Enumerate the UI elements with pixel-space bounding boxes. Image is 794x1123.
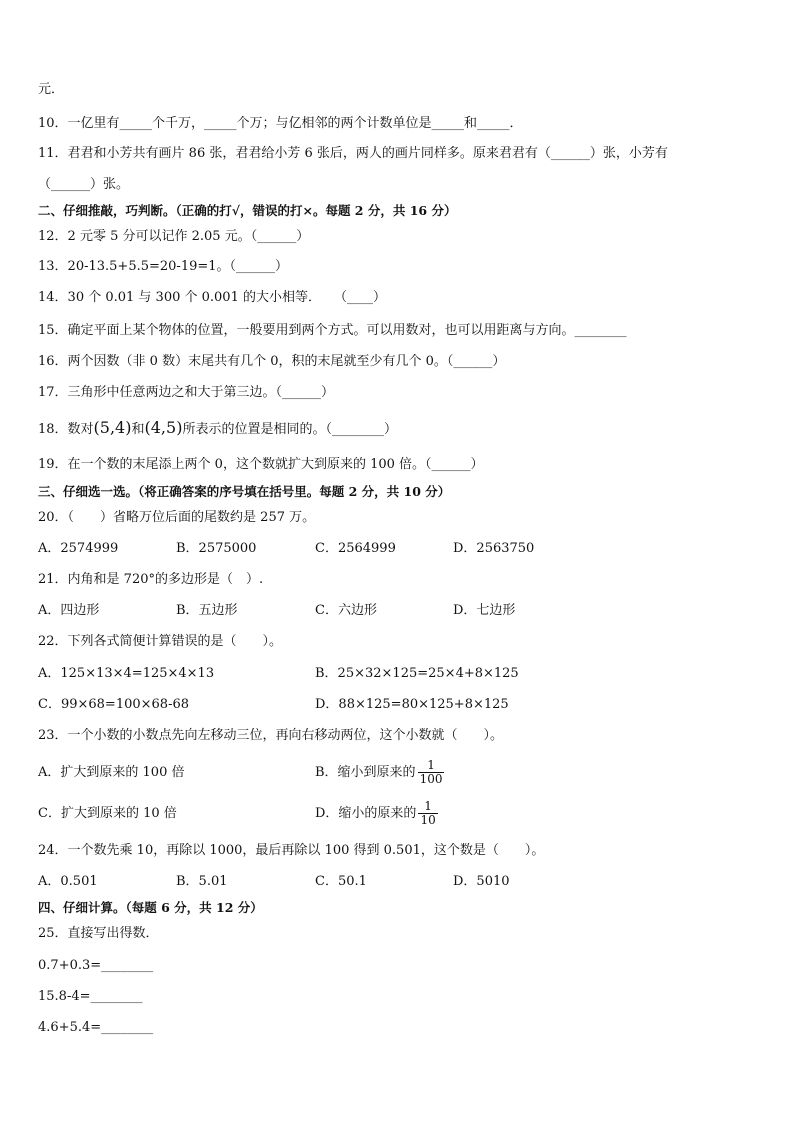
question-14: 14．30 个 0.01 与 300 个 0.001 的大小相等． （____）	[38, 290, 386, 305]
question-18	[38, 420, 397, 438]
fraction-denominator: 10	[420, 813, 436, 827]
q20-option-a: A．2574999	[38, 541, 119, 556]
section-4-heading: 四、仔细计算。（每题 6 分，共 12 分）	[38, 900, 263, 915]
question-11-continued: （______）张。	[38, 177, 130, 192]
q22-option-b: B．25×32×125=25×4+8×125	[315, 666, 519, 681]
q24-option-d: D．5010	[453, 874, 510, 889]
q22-option-a: A．125×13×4=125×4×13	[38, 666, 215, 681]
q21-option-d: D．七边形	[453, 603, 516, 618]
q24-option-c: C．50.1	[315, 874, 367, 889]
question-16: 16．两个因数（非 0 数）末尾共有几个 0，积的末尾就至少有几个 0。（______）	[38, 354, 506, 369]
q24-option-b: B．5.01	[176, 874, 228, 889]
question-15: 15．确定平面上某个物体的位置，一般要用到两个方式。可以用数对，也可以用距离与方向。________	[38, 323, 627, 338]
question-12: 12．2 元零 5 分可以记作 2.05 元。（______）	[38, 229, 310, 244]
question-18-and: 和	[131, 422, 145, 437]
q21-option-b: B．五边形	[176, 603, 238, 618]
calc-item-1: 0.7+0.3=________	[38, 958, 154, 973]
section-3-heading: 三、仔细选一选。（将正确答案的序号填在括号里。每题 2 分，共 10 分）	[38, 484, 451, 499]
q23-option-c: C．扩大到原来的 10 倍	[38, 806, 177, 821]
text-line: 元．	[38, 82, 65, 97]
q22-option-d: D．88×125=80×125+8×125	[315, 697, 509, 712]
q20-option-c: C．2564999	[315, 541, 396, 556]
q23-option-a: A．扩大到原来的 100 倍	[38, 765, 185, 780]
coordinate-pair-1: (5,4)	[93, 418, 132, 437]
q21-option-a: A．四边形	[38, 603, 100, 618]
question-10: 10．一亿里有_____个千万，_____个万；与亿相邻的两个计数单位是_____和_____．	[38, 116, 523, 131]
question-13: 13．20-13.5+5.5=20-19=1。（______）	[38, 259, 289, 274]
q23-option-b	[315, 756, 444, 790]
fraction-numerator: 1	[418, 759, 445, 773]
question-21: 21．内角和是 720°的多边形是（ ）.	[38, 572, 264, 587]
question-18-suffix: 所表示的位置是相同的。（________）	[182, 422, 397, 437]
fraction-1-10	[418, 800, 437, 827]
question-25: 25．直接写出得数．	[38, 926, 159, 941]
fraction-numerator: 1	[418, 800, 437, 814]
fraction-1-100	[418, 759, 445, 786]
question-18-prefix: 18．数对	[38, 422, 94, 437]
calc-item-3: 4.6+5.4=________	[38, 1020, 154, 1035]
q21-option-c: C．六边形	[315, 603, 377, 618]
q23-option-b-text: B．缩小到原来的	[315, 765, 416, 780]
q20-option-d: D．2563750	[453, 541, 535, 556]
calc-item-2: 15.8-4=________	[38, 989, 143, 1004]
question-11: 11．君君和小芳共有画片 86 张，君君给小芳 6 张后，两人的画片同样多。原来君君有（______）张，小芳有	[38, 146, 668, 161]
q24-option-a: A．0.501	[38, 874, 98, 889]
question-17: 17．三角形中任意两边之和大于第三边。（______）	[38, 385, 335, 400]
question-22: 22．下列各式简便计算错误的是（ ）。	[38, 634, 283, 649]
fraction-denominator: 100	[419, 772, 443, 786]
q22-option-c: C．99×68=100×68-68	[38, 697, 189, 712]
q20-option-b: B．2575000	[176, 541, 257, 556]
question-24: 24．一个数先乘 10，再除以 1000，最后再除以 100 得到 0.501，这个数是（ ）。	[38, 843, 545, 858]
section-2-heading: 二、仔细推敲，巧判断。（正确的打√，错误的打×。每题 2 分，共 16 分）	[38, 203, 457, 218]
q23-option-d-text: D．缩小的原来的	[315, 806, 417, 821]
question-23: 23．一个小数的小数点先向左移动三位，再向右移动两位，这个小数就（ ）。	[38, 728, 504, 743]
coordinate-pair-2: (4,5)	[144, 418, 183, 437]
q23-option-d	[315, 797, 438, 831]
question-20: 20．（ ）省略万位后面的尾数约是 257 万。	[38, 510, 316, 525]
question-19: 19．在一个数的末尾添上两个 0，这个数就扩大到原来的 100 倍。（______）	[38, 457, 484, 472]
